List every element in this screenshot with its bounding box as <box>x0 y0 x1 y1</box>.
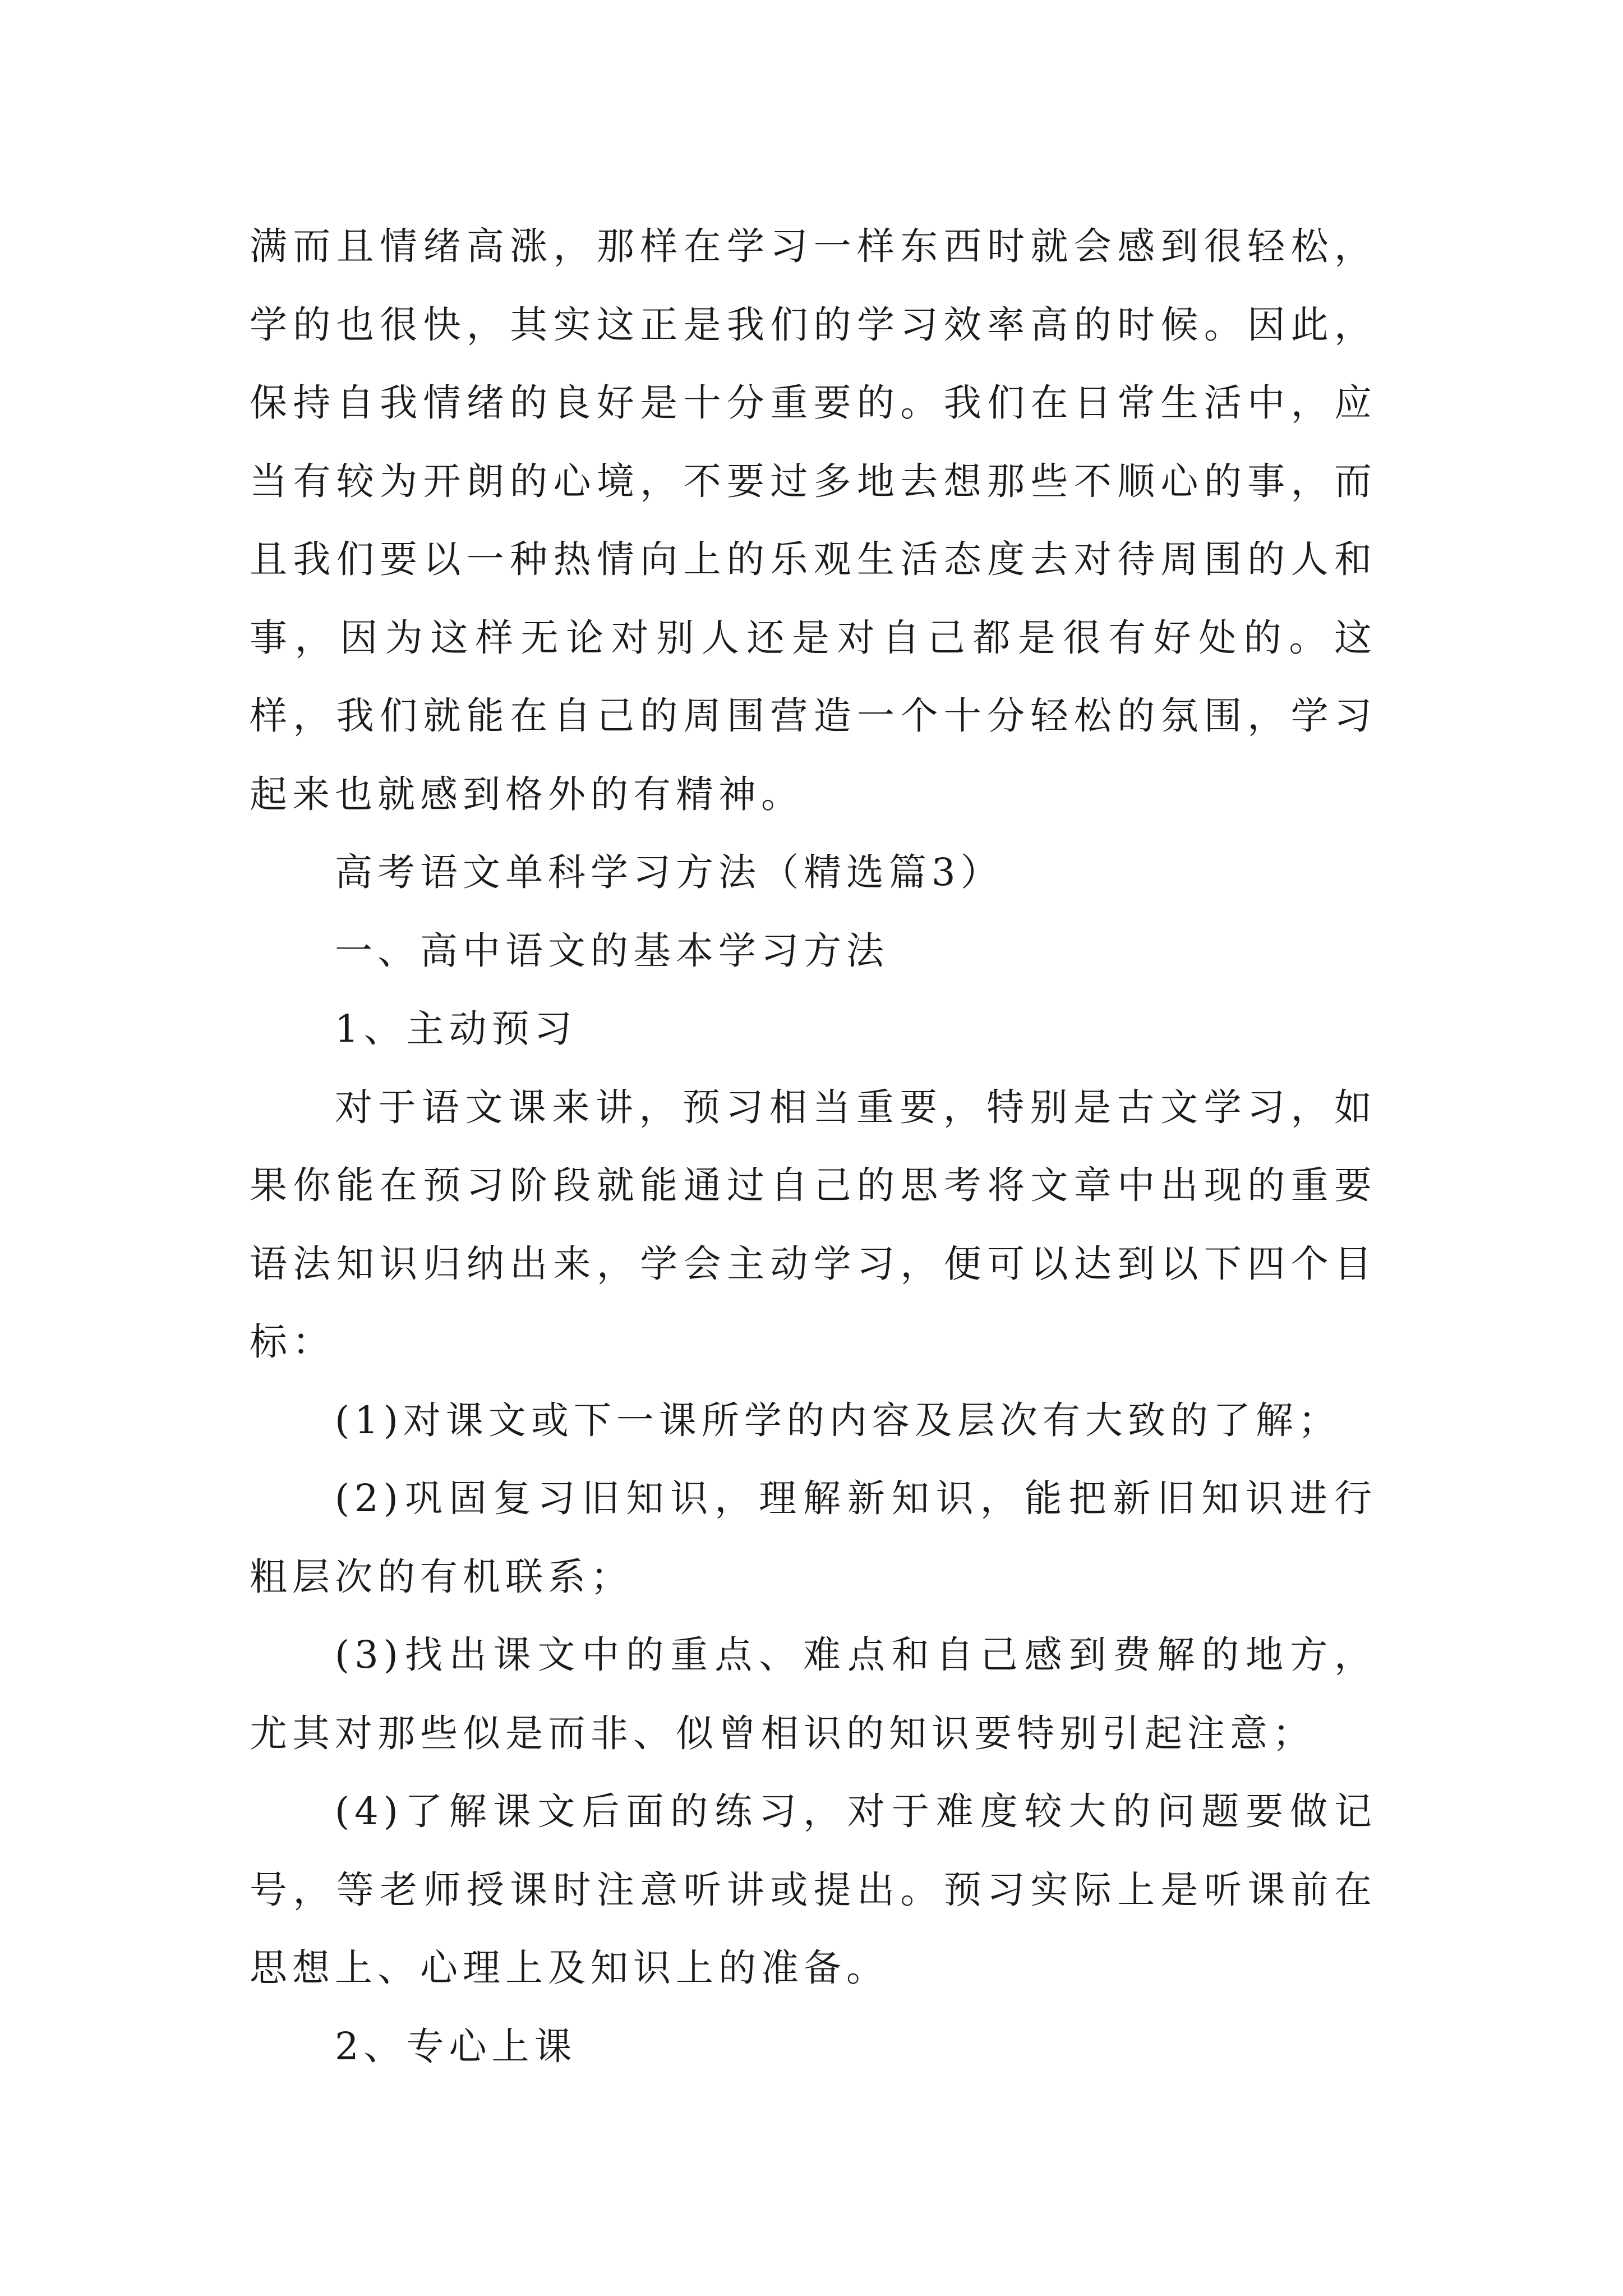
list-item: (3)找出课文中的重点、难点和自己感到费解的地方，尤其对那些似是而非、似曾相识的知识要特别引起注意； <box>250 1633 1377 1755</box>
document-body <box>250 208 1377 2086</box>
heading-level-1: 一、高中语文的基本学习方法 <box>335 928 889 973</box>
heading-level-2: 1、主动预习 <box>335 1007 577 1051</box>
section-title: 高考语文单科学习方法（精选篇3） <box>335 850 1003 894</box>
list-item: (1)对课文或下一课所学的内容及层次有大致的了解； <box>335 1398 1341 1442</box>
paragraph-continuation: 满而且情绪高涨，那样在学习一样东西时就会感到很轻松，学的也很快，其实这正是我们的学习效率高的时候。因此，保持自我情绪的良好是十分重要的。我们在日常生活中，应当有较为开朗的心境，不要过多地去想那些不顺心的事，而且我们要以一种热情向上的乐观生活态度去对待周围的人和事，因为这样无论对别人还是对自己都是很有好处的。这样，我们就能在自己的周围营造一个十分轻松的氛围，学习起来也就感到格外的有精神。 <box>250 224 1377 816</box>
heading-level-2: 2、专心上课 <box>335 2024 577 2068</box>
paragraph: 对于语文课来讲，预习相当重要，特别是古文学习，如果你能在预习阶段就能通过自己的思考将文章中出现的重要语法知识归纳出来，学会主动学习，便可以达到以下四个目标： <box>250 1085 1377 1364</box>
list-item: (4)了解课文后面的练习，对于难度较大的问题要做记号，等老师授课时注意听讲或提出。预习实际上是听课前在思想上、心理上及知识上的准备。 <box>250 1789 1377 1990</box>
list-item: (2)巩固复习旧知识，理解新知识，能把新旧知识进行粗层次的有机联系； <box>250 1476 1377 1599</box>
